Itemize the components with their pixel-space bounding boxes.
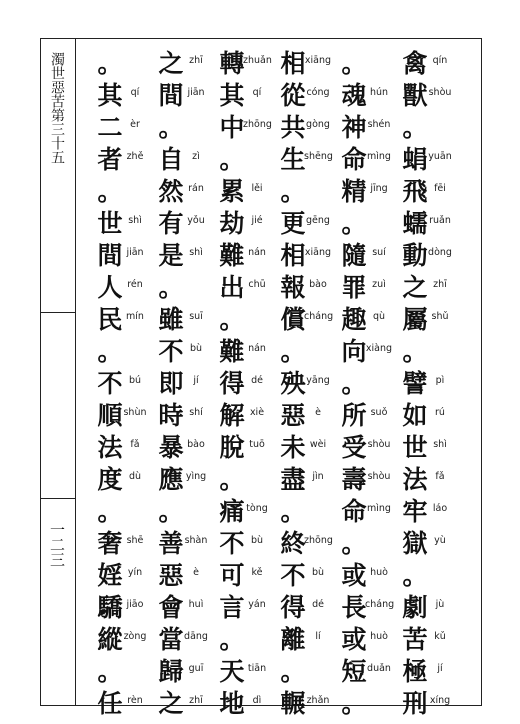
punctuation-mark: 。	[280, 497, 306, 526]
hanzi-character: 時	[158, 401, 184, 430]
hanzi-character: 或	[341, 561, 367, 590]
pinyin-annotation: dé	[312, 599, 324, 610]
character-cell	[156, 682, 208, 720]
hanzi-character: 趣	[341, 305, 367, 334]
pinyin-annotation: shòu	[367, 439, 391, 450]
pinyin-annotation: zuì	[372, 279, 386, 290]
pinyin-annotation: jié	[251, 215, 263, 226]
punctuation-mark: 。	[341, 209, 367, 238]
pinyin-annotation: shì	[433, 439, 447, 450]
pinyin-annotation: tuō	[249, 439, 265, 450]
pinyin-annotation: zhī	[189, 695, 203, 706]
pinyin-annotation: bú	[128, 375, 142, 386]
hanzi-character: 法	[97, 433, 123, 462]
pinyin-annotation: jīng	[370, 183, 388, 194]
character-cell	[278, 682, 330, 720]
pinyin-annotation: láo	[432, 503, 448, 514]
pinyin-annotation: yāng	[306, 375, 330, 386]
pinyin-annotation: zhī	[189, 55, 203, 66]
pinyin-annotation: rán	[188, 183, 204, 194]
pinyin-annotation: zhōng	[243, 119, 272, 130]
hanzi-character: 度	[97, 465, 123, 494]
pinyin-annotation: cháng	[365, 599, 395, 610]
pinyin-annotation: xiāng	[304, 55, 332, 66]
hanzi-character: 累	[219, 177, 245, 206]
punctuation-mark: 。	[341, 529, 367, 558]
hanzi-character: 向	[341, 337, 367, 366]
punctuation-mark: 。	[341, 689, 367, 718]
hanzi-character: 精	[341, 177, 367, 206]
hanzi-character: 地	[219, 689, 245, 718]
hanzi-character: 飛	[402, 177, 428, 206]
text-column	[217, 0, 272, 724]
pinyin-annotation: rén	[127, 279, 143, 290]
margin-divider-lower	[40, 498, 75, 499]
punctuation-mark: 。	[402, 337, 428, 366]
hanzi-character: 殃	[280, 369, 306, 398]
pinyin-annotation: shòu	[367, 471, 391, 482]
hanzi-character: 之	[158, 689, 184, 718]
pinyin-annotation: xíng	[429, 695, 451, 706]
pinyin-annotation: shàn	[184, 535, 208, 546]
hanzi-character: 屬	[402, 305, 428, 334]
hanzi-character: 從	[280, 81, 306, 110]
hanzi-character: 劫	[219, 209, 245, 238]
character-cell	[95, 682, 147, 720]
hanzi-character: 生	[280, 145, 306, 174]
pinyin-annotation: jí	[437, 663, 443, 674]
hanzi-character: 出	[219, 273, 245, 302]
gutter-chapter-title: 濁世惡苦第三十五	[49, 52, 65, 164]
punctuation-mark: 。	[341, 49, 367, 78]
pinyin-annotation: fǎ	[435, 471, 445, 482]
pinyin-annotation: rèn	[127, 695, 143, 706]
hanzi-character: 中	[219, 113, 245, 142]
hanzi-character: 其	[97, 81, 123, 110]
hanzi-character: 人	[97, 273, 123, 302]
pinyin-annotation: jiān	[126, 247, 144, 258]
hanzi-character: 順	[97, 401, 123, 430]
punctuation-mark: 。	[219, 465, 245, 494]
hanzi-character: 天	[219, 657, 245, 686]
pinyin-annotation: shēng	[304, 151, 333, 162]
pinyin-annotation: lěi	[251, 183, 263, 194]
pinyin-annotation: èr	[130, 119, 140, 130]
character-cell	[400, 682, 452, 720]
punctuation-mark: 。	[219, 625, 245, 654]
pinyin-annotation: guī	[188, 663, 204, 674]
hanzi-character: 歸	[158, 657, 184, 686]
margin-divider-upper	[40, 312, 75, 313]
hanzi-character: 不	[280, 561, 306, 590]
pinyin-annotation: zòng	[123, 631, 147, 642]
hanzi-character: 婬	[97, 561, 123, 590]
hanzi-character: 離	[280, 625, 306, 654]
hanzi-character: 二	[97, 113, 123, 142]
pinyin-annotation: zì	[192, 151, 200, 162]
pinyin-annotation: fǎ	[130, 439, 140, 450]
hanzi-character: 之	[158, 49, 184, 78]
hanzi-character: 世	[97, 209, 123, 238]
pinyin-annotation: mín	[126, 311, 144, 322]
hanzi-character: 暴	[158, 433, 184, 462]
hanzi-character: 法	[402, 465, 428, 494]
hanzi-character: 難	[219, 241, 245, 270]
hanzi-character: 會	[158, 593, 184, 622]
pinyin-annotation: shǔ	[431, 311, 449, 322]
pinyin-annotation: bào	[187, 439, 205, 450]
pinyin-annotation: cóng	[306, 87, 330, 98]
hanzi-character: 惡	[158, 561, 184, 590]
page-number: 一二三	[48, 522, 66, 567]
hanzi-character: 短	[341, 657, 367, 686]
pinyin-annotation: zhī	[433, 279, 447, 290]
text-column	[156, 0, 208, 724]
hanzi-character: 長	[341, 593, 367, 622]
hanzi-character: 轉	[219, 49, 245, 78]
hanzi-character: 不	[158, 337, 184, 366]
pinyin-annotation: shē	[126, 535, 144, 546]
hanzi-character: 有	[158, 209, 184, 238]
hanzi-character: 雖	[158, 305, 184, 334]
hanzi-character: 受	[341, 433, 367, 462]
pinyin-annotation: pì	[435, 375, 445, 386]
pinyin-annotation: kě	[251, 567, 263, 578]
hanzi-character: 獄	[402, 529, 428, 558]
punctuation-mark: 。	[402, 561, 428, 590]
pinyin-annotation: huì	[188, 599, 204, 610]
hanzi-character: 然	[158, 177, 184, 206]
hanzi-character: 共	[280, 113, 306, 142]
pinyin-annotation: dù	[128, 471, 142, 482]
hanzi-character: 惡	[280, 401, 306, 430]
hanzi-character: 終	[280, 529, 306, 558]
pinyin-annotation: kǔ	[434, 631, 446, 642]
hanzi-character: 脫	[219, 433, 245, 462]
pinyin-annotation: nán	[248, 343, 266, 354]
pinyin-annotation: hún	[369, 87, 389, 98]
punctuation-mark: 。	[97, 177, 123, 206]
text-column	[339, 0, 395, 724]
pinyin-annotation: jù	[435, 599, 445, 610]
pinyin-annotation: gēng	[306, 215, 330, 226]
pinyin-annotation: shén	[367, 119, 391, 130]
hanzi-character: 輾	[280, 689, 306, 718]
hanzi-character: 可	[219, 561, 245, 590]
hanzi-character: 隨	[341, 241, 367, 270]
pinyin-annotation: gòng	[306, 119, 330, 130]
pinyin-annotation: jiān	[187, 87, 205, 98]
hanzi-character: 刑	[402, 689, 428, 718]
pinyin-annotation: xiāng	[304, 247, 332, 258]
hanzi-character: 言	[219, 593, 245, 622]
pinyin-annotation: tiān	[247, 663, 267, 674]
pinyin-annotation: qín	[432, 55, 448, 66]
hanzi-character: 得	[219, 369, 245, 398]
pinyin-annotation: suī	[189, 311, 203, 322]
pinyin-annotation: qí	[130, 87, 140, 98]
pinyin-annotation: xiàng	[365, 343, 393, 354]
pinyin-annotation: bù	[311, 567, 325, 578]
hanzi-character: 世	[402, 433, 428, 462]
hanzi-character: 如	[402, 401, 428, 430]
hanzi-character: 奢	[97, 529, 123, 558]
hanzi-character: 極	[402, 657, 428, 686]
text-column	[278, 0, 334, 724]
pinyin-annotation: mìng	[367, 503, 391, 514]
hanzi-character: 蠕	[402, 209, 428, 238]
pinyin-annotation: yǒu	[187, 215, 205, 226]
hanzi-character: 不	[97, 369, 123, 398]
pinyin-annotation: jí	[193, 375, 199, 386]
pinyin-annotation: dāng	[184, 631, 208, 642]
pinyin-annotation: yín	[127, 567, 143, 578]
pinyin-annotation: cháng	[304, 311, 334, 322]
pinyin-annotation: fēi	[434, 183, 446, 194]
pinyin-annotation: è	[193, 567, 199, 578]
hanzi-character: 痛	[219, 497, 245, 526]
hanzi-character: 間	[97, 241, 123, 270]
pinyin-annotation: zhōng	[304, 535, 333, 546]
hanzi-character: 未	[280, 433, 306, 462]
pinyin-annotation: bù	[250, 535, 264, 546]
hanzi-character: 蜎	[402, 145, 428, 174]
text-column	[95, 0, 147, 724]
hanzi-character: 之	[402, 273, 428, 302]
hanzi-character: 罪	[341, 273, 367, 302]
hanzi-character: 得	[280, 593, 306, 622]
pinyin-annotation: wèi	[309, 439, 327, 450]
punctuation-mark: 。	[219, 305, 245, 334]
pinyin-annotation: mìng	[367, 151, 391, 162]
pinyin-annotation: duǎn	[367, 663, 391, 674]
pinyin-annotation: suí	[372, 247, 386, 258]
hanzi-character: 當	[158, 625, 184, 654]
pinyin-annotation: tòng	[246, 503, 268, 514]
pinyin-annotation: ruǎn	[429, 215, 451, 226]
hanzi-character: 苦	[402, 625, 428, 654]
pinyin-annotation: shì	[128, 215, 142, 226]
hanzi-character: 自	[158, 145, 184, 174]
punctuation-mark: 。	[97, 49, 123, 78]
hanzi-character: 更	[280, 209, 306, 238]
hanzi-character: 或	[341, 625, 367, 654]
character-cell	[339, 682, 391, 720]
hanzi-character: 壽	[341, 465, 367, 494]
hanzi-character: 驕	[97, 593, 123, 622]
punctuation-mark: 。	[158, 113, 184, 142]
hanzi-character: 魂	[341, 81, 367, 110]
punctuation-mark: 。	[219, 145, 245, 174]
punctuation-mark: 。	[402, 113, 428, 142]
punctuation-mark: 。	[280, 337, 306, 366]
hanzi-character: 善	[158, 529, 184, 558]
character-cell	[217, 682, 269, 720]
hanzi-character: 應	[158, 465, 184, 494]
pinyin-annotation: huò	[370, 631, 388, 642]
pinyin-annotation: zhě	[126, 151, 144, 162]
hanzi-character: 譬	[402, 369, 428, 398]
pinyin-annotation: rú	[435, 407, 445, 418]
hanzi-character: 所	[341, 401, 367, 430]
punctuation-mark: 。	[97, 657, 123, 686]
pinyin-annotation: è	[315, 407, 321, 418]
pinyin-annotation: yù	[434, 535, 446, 546]
hanzi-character: 民	[97, 305, 123, 334]
pinyin-annotation: bù	[189, 343, 203, 354]
hanzi-character: 牢	[402, 497, 428, 526]
hanzi-character: 償	[280, 305, 306, 334]
hanzi-character: 其	[219, 81, 245, 110]
hanzi-character: 即	[158, 369, 184, 398]
punctuation-mark: 。	[341, 369, 367, 398]
hanzi-character: 難	[219, 337, 245, 366]
pinyin-annotation: yuān	[428, 151, 452, 162]
hanzi-character: 盡	[280, 465, 306, 494]
pinyin-annotation: dì	[252, 695, 262, 706]
pinyin-annotation: jiāo	[126, 599, 144, 610]
punctuation-mark: 。	[280, 177, 306, 206]
hanzi-character: 命	[341, 145, 367, 174]
pinyin-annotation: qí	[252, 87, 262, 98]
pinyin-annotation: suǒ	[370, 407, 388, 418]
pinyin-annotation: shì	[189, 247, 203, 258]
hanzi-character: 不	[219, 529, 245, 558]
pinyin-annotation: xiè	[249, 407, 265, 418]
hanzi-character: 者	[97, 145, 123, 174]
punctuation-mark: 。	[280, 657, 306, 686]
hanzi-character: 劇	[402, 593, 428, 622]
hanzi-character: 神	[341, 113, 367, 142]
hanzi-character: 相	[280, 241, 306, 270]
pinyin-annotation: lí	[315, 631, 321, 642]
pinyin-annotation: huò	[370, 567, 388, 578]
pinyin-annotation: zhuǎn	[243, 55, 272, 66]
pinyin-annotation: jìn	[312, 471, 324, 482]
pinyin-annotation: zhǎn	[306, 695, 330, 706]
hanzi-character: 解	[219, 401, 245, 430]
hanzi-character: 任	[97, 689, 123, 718]
hanzi-character: 報	[280, 273, 306, 302]
pinyin-annotation: dé	[251, 375, 263, 386]
text-column	[400, 0, 452, 724]
pinyin-annotation: qù	[372, 311, 386, 322]
pinyin-annotation: nán	[248, 247, 266, 258]
hanzi-character: 是	[158, 241, 184, 270]
pinyin-annotation: shòu	[428, 87, 452, 98]
pinyin-annotation: chū	[248, 279, 266, 290]
punctuation-mark: 。	[97, 497, 123, 526]
punctuation-mark: 。	[158, 273, 184, 302]
punctuation-mark: 。	[158, 497, 184, 526]
pinyin-annotation: dòng	[428, 247, 452, 258]
pinyin-annotation: yán	[248, 599, 266, 610]
pinyin-annotation: shùn	[123, 407, 147, 418]
punctuation-mark: 。	[97, 337, 123, 366]
pinyin-annotation: shí	[189, 407, 203, 418]
hanzi-character: 禽	[402, 49, 428, 78]
hanzi-character: 相	[280, 49, 306, 78]
hanzi-character: 間	[158, 81, 184, 110]
pinyin-annotation: yìng	[185, 471, 207, 482]
hanzi-character: 縱	[97, 625, 123, 654]
hanzi-character: 動	[402, 241, 428, 270]
hanzi-character: 命	[341, 497, 367, 526]
hanzi-character: 獸	[402, 81, 428, 110]
pinyin-annotation: bào	[309, 279, 327, 290]
